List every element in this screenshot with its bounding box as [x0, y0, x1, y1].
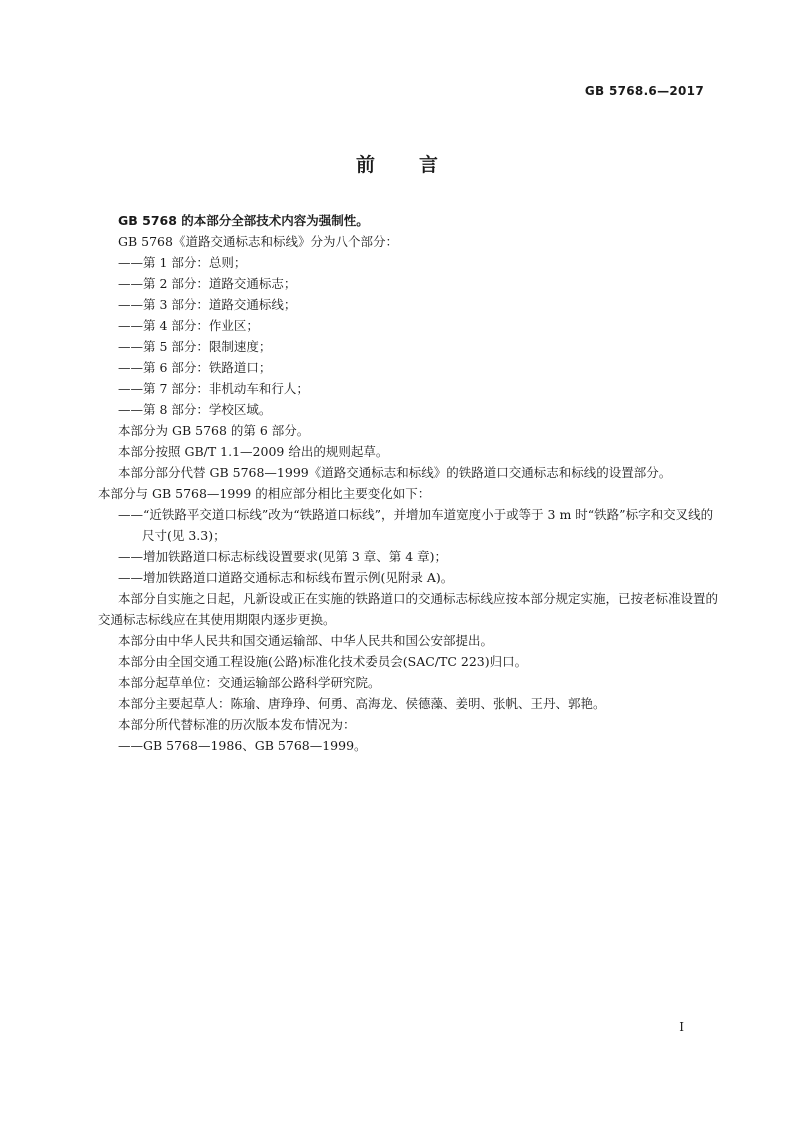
list-item-change-3: ——增加铁路道口道路交通标志和标线布置示例(见附录 A)。 [118, 570, 454, 585]
paragraph-mandatory-notice: GB 5768 的本部分全部技术内容为强制性。 [118, 213, 369, 228]
list-item-part-2: ——第 2 部分：道路交通标志； [118, 276, 297, 291]
page-number: I [679, 1020, 684, 1034]
paragraph-replaces: 本部分部分代替 GB 5768—1999《道路交通标志和标线》的铁路道口交通标志和标线的设置部分。 [118, 465, 672, 480]
paragraph-implementation: 本部分自实施之日起，凡新设或正在实施的铁路道口的交通标志标线应按本部分规定实施，已按老标准设置的交通标志标线应在其使用期限内逐步更换。 [98, 591, 719, 627]
paragraph-history-intro: 本部分所代替标准的历次版本发布情况为： [118, 717, 356, 732]
list-item-part-1: ——第 1 部分：总则； [118, 255, 247, 270]
list-item-part-4: ——第 4 部分：作业区； [118, 318, 259, 333]
paragraph-drafting-rules: 本部分按照 GB/T 1.1—2009 给出的规则起草。 [118, 444, 389, 459]
list-item-change-2: ——增加铁路道口标志标线设置要求(见第 3 章、第 4 章)； [118, 549, 448, 564]
document-body [98, 210, 718, 756]
paragraph-parts-intro: GB 5768《道路交通标志和标线》分为八个部分： [118, 234, 398, 249]
paragraph-drafters: 本部分主要起草人：陈瑜、唐琤琤、何勇、高海龙、侯德藻、姜明、张帆、王丹、郭艳。 [118, 696, 606, 711]
doc-code: GB 5768.6—2017 [584, 84, 704, 98]
list-item-part-3: ——第 3 部分：道路交通标线； [118, 297, 297, 312]
list-item-part-8: ——第 8 部分：学校区域。 [118, 402, 272, 417]
paragraph-changes-intro: 本部分与 GB 5768—1999 的相应部分相比主要变化如下： [98, 486, 431, 501]
list-item-change-1: ——“近铁路平交道口标线”改为“铁路道口标线”，并增加车道宽度小于或等于 3 m 时“铁路”标字和交叉线的尺寸(见 3.3)； [118, 507, 714, 543]
paragraph-drafting-unit: 本部分起草单位：交通运输部公路科学研究院。 [118, 675, 381, 690]
list-item-part-5: ——第 5 部分：限制速度； [118, 339, 272, 354]
paragraph-part-number: 本部分为 GB 5768 的第 6 部分。 [118, 423, 310, 438]
page-title: 前言 [355, 154, 482, 176]
list-item-part-7: ——第 7 部分：非机动车和行人； [118, 381, 309, 396]
list-item-part-6: ——第 6 部分：铁路道口； [118, 360, 272, 375]
paragraph-managed-by: 本部分由全国交通工程设施(公路)标准化技术委员会(SAC/TC 223)归口。 [118, 654, 528, 669]
paragraph-proposed-by: 本部分由中华人民共和国交通运输部、中华人民共和国公安部提出。 [118, 633, 494, 648]
list-item-history: ——GB 5768—1986、GB 5768—1999。 [118, 738, 367, 753]
